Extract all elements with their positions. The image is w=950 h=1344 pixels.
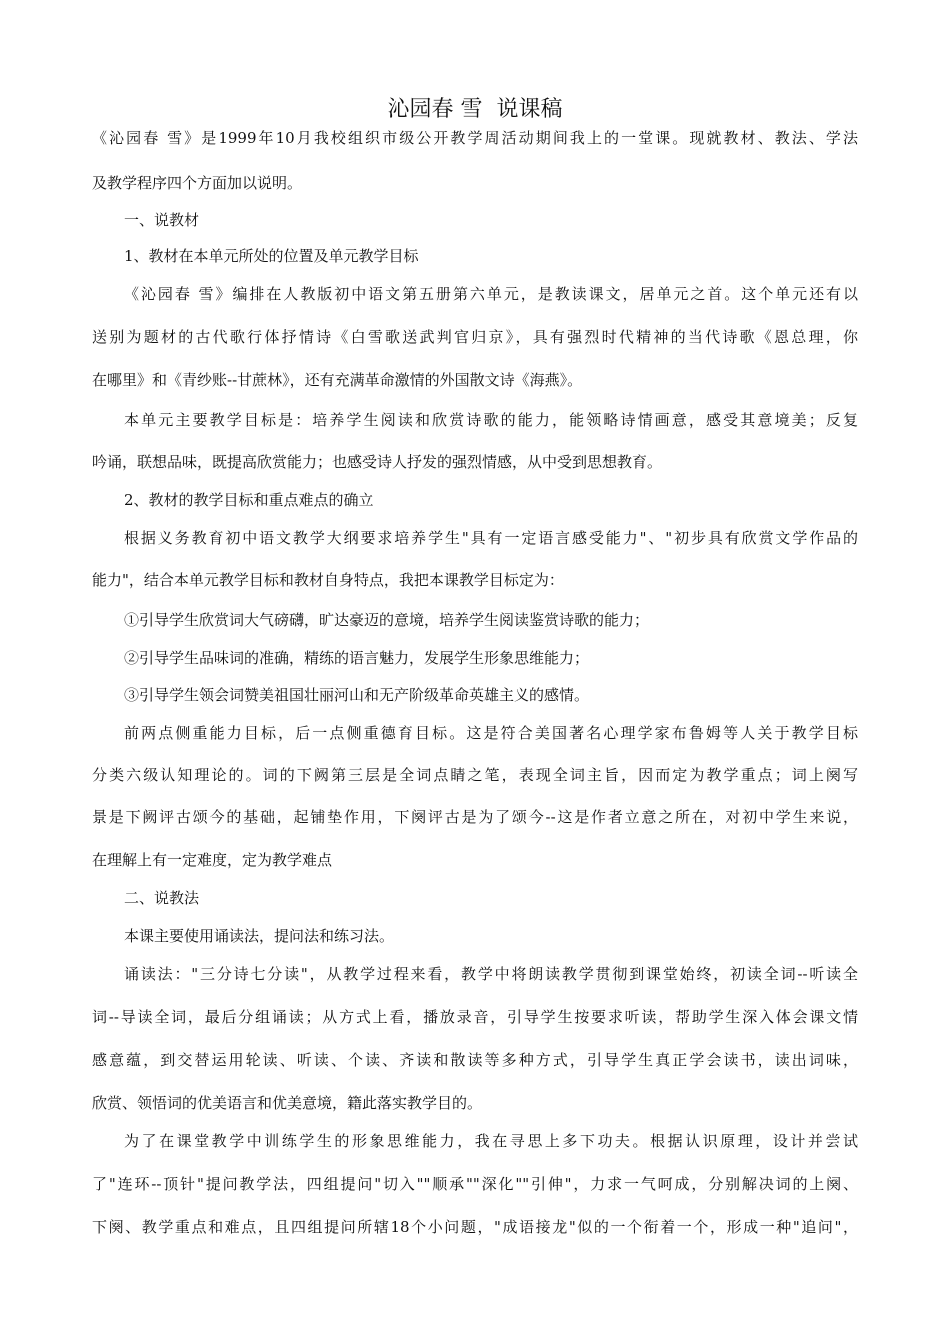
paragraph-line: 下阕、教学重点和难点，且四组提问所辖18个小问题，"成语接龙"似的一个衔着一个，形成一种"追问"， <box>92 1218 858 1236</box>
section-heading: 二、说教法 <box>124 889 200 907</box>
paragraph-line: 及教学程序四个方面加以说明。 <box>92 174 303 192</box>
paragraph-line: 在哪里》和《青纱账--甘蔗林》，还有充满革命激情的外国散文诗《海燕》。 <box>92 371 583 389</box>
paragraph-line: 本单元主要教学目标是：培养学生阅读和欣赏诗歌的能力，能领略诗情画意，感受其意境美；反复 <box>124 411 858 429</box>
paragraph-line: 前两点侧重能力目标，后一点侧重德育目标。这是符合美国著名心理学家布鲁姆等人关于教学目标 <box>124 724 858 742</box>
paragraph-line: 在理解上有一定难度，定为教学难点 <box>92 851 333 869</box>
list-item: ②引导学生品味词的准确，精练的语言魅力，发展学生形象思维能力； <box>124 649 590 667</box>
paragraph-line: 分类六级认知理论的。词的下阙第三层是全词点睛之笔，表现全词主旨，因而定为教学重点；词上阕写 <box>92 766 858 784</box>
list-item: ③引导学生领会词赞美祖国壮丽河山和无产阶级革命英雄主义的感情。 <box>124 686 590 704</box>
subsection-heading: 2、教材的教学目标和重点难点的确立 <box>124 491 374 509</box>
paragraph-line: 能力"，结合本单元教学目标和教材自身特点，我把本课教学目标定为： <box>92 571 564 589</box>
paragraph-line: 吟诵，联想品味，既提高欣赏能力；也感受诗人抒发的强烈情感，从中受到思想教育。 <box>92 453 663 471</box>
paragraph-line: 词--导读全词，最后分组诵读；从方式上看，播放录音，引导学生按要求听读，帮助学生深入体会课文情 <box>92 1008 858 1026</box>
section-heading: 一、说教材 <box>124 211 200 229</box>
paragraph-line: 感意蕴，到交替运用轮读、听读、个读、齐读和散读等多种方式，引导学生真正学会读书，读出词味， <box>92 1051 858 1069</box>
paragraph-line: 根据义务教育初中语文教学大纲要求培养学生"具有一定语言感受能力"、"初步具有欣赏文学作品的 <box>124 529 858 547</box>
paragraph-line: 《沁园春 雪》编排在人教版初中语文第五册第六单元，是教读课文，居单元之首。这个单元还有以 <box>124 285 858 303</box>
paragraph-line: 为了在课堂教学中训练学生的形象思维能力，我在寻思上多下功夫。根据认识原理，设计并尝试 <box>124 1132 858 1150</box>
paragraph-line: 诵读法："三分诗七分读"，从教学过程来看，教学中将朗读教学贯彻到课堂始终，初读全词--听读全 <box>124 965 858 983</box>
paragraph-line: 了"连环--顶针"提问教学法，四组提问"切入""顺承""深化""引伸"，力求一气呵成，分别解决词的上阕、 <box>92 1175 858 1193</box>
list-item: ①引导学生欣赏词大气磅礴，旷达豪迈的意境，培养学生阅读鉴赏诗歌的能力； <box>124 611 650 629</box>
paragraph-line: 欣赏、领悟词的优美语言和优美意境，籍此落实教学目的。 <box>92 1094 483 1112</box>
paragraph-line: 《沁园春 雪》是1999年10月我校组织市级公开教学周活动期间我上的一堂课。现就教材、教法、学法 <box>92 129 858 147</box>
document-title: 沁园春 雪 说课稿 <box>387 97 563 122</box>
paragraph-line: 本课主要使用诵读法，提问法和练习法。 <box>124 927 395 945</box>
paragraph-line: 景是下阙评古颂今的基础，起铺垫作用，下阕评古是为了颂今--这是作者立意之所在，对初中学生来说， <box>92 808 858 826</box>
subsection-heading: 1、教材在本单元所处的位置及单元教学目标 <box>124 247 419 265</box>
paragraph-line: 送别为题材的古代歌行体抒情诗《白雪歌送武判官归京》，具有强烈时代精神的当代诗歌《恩总理，你 <box>92 328 858 346</box>
